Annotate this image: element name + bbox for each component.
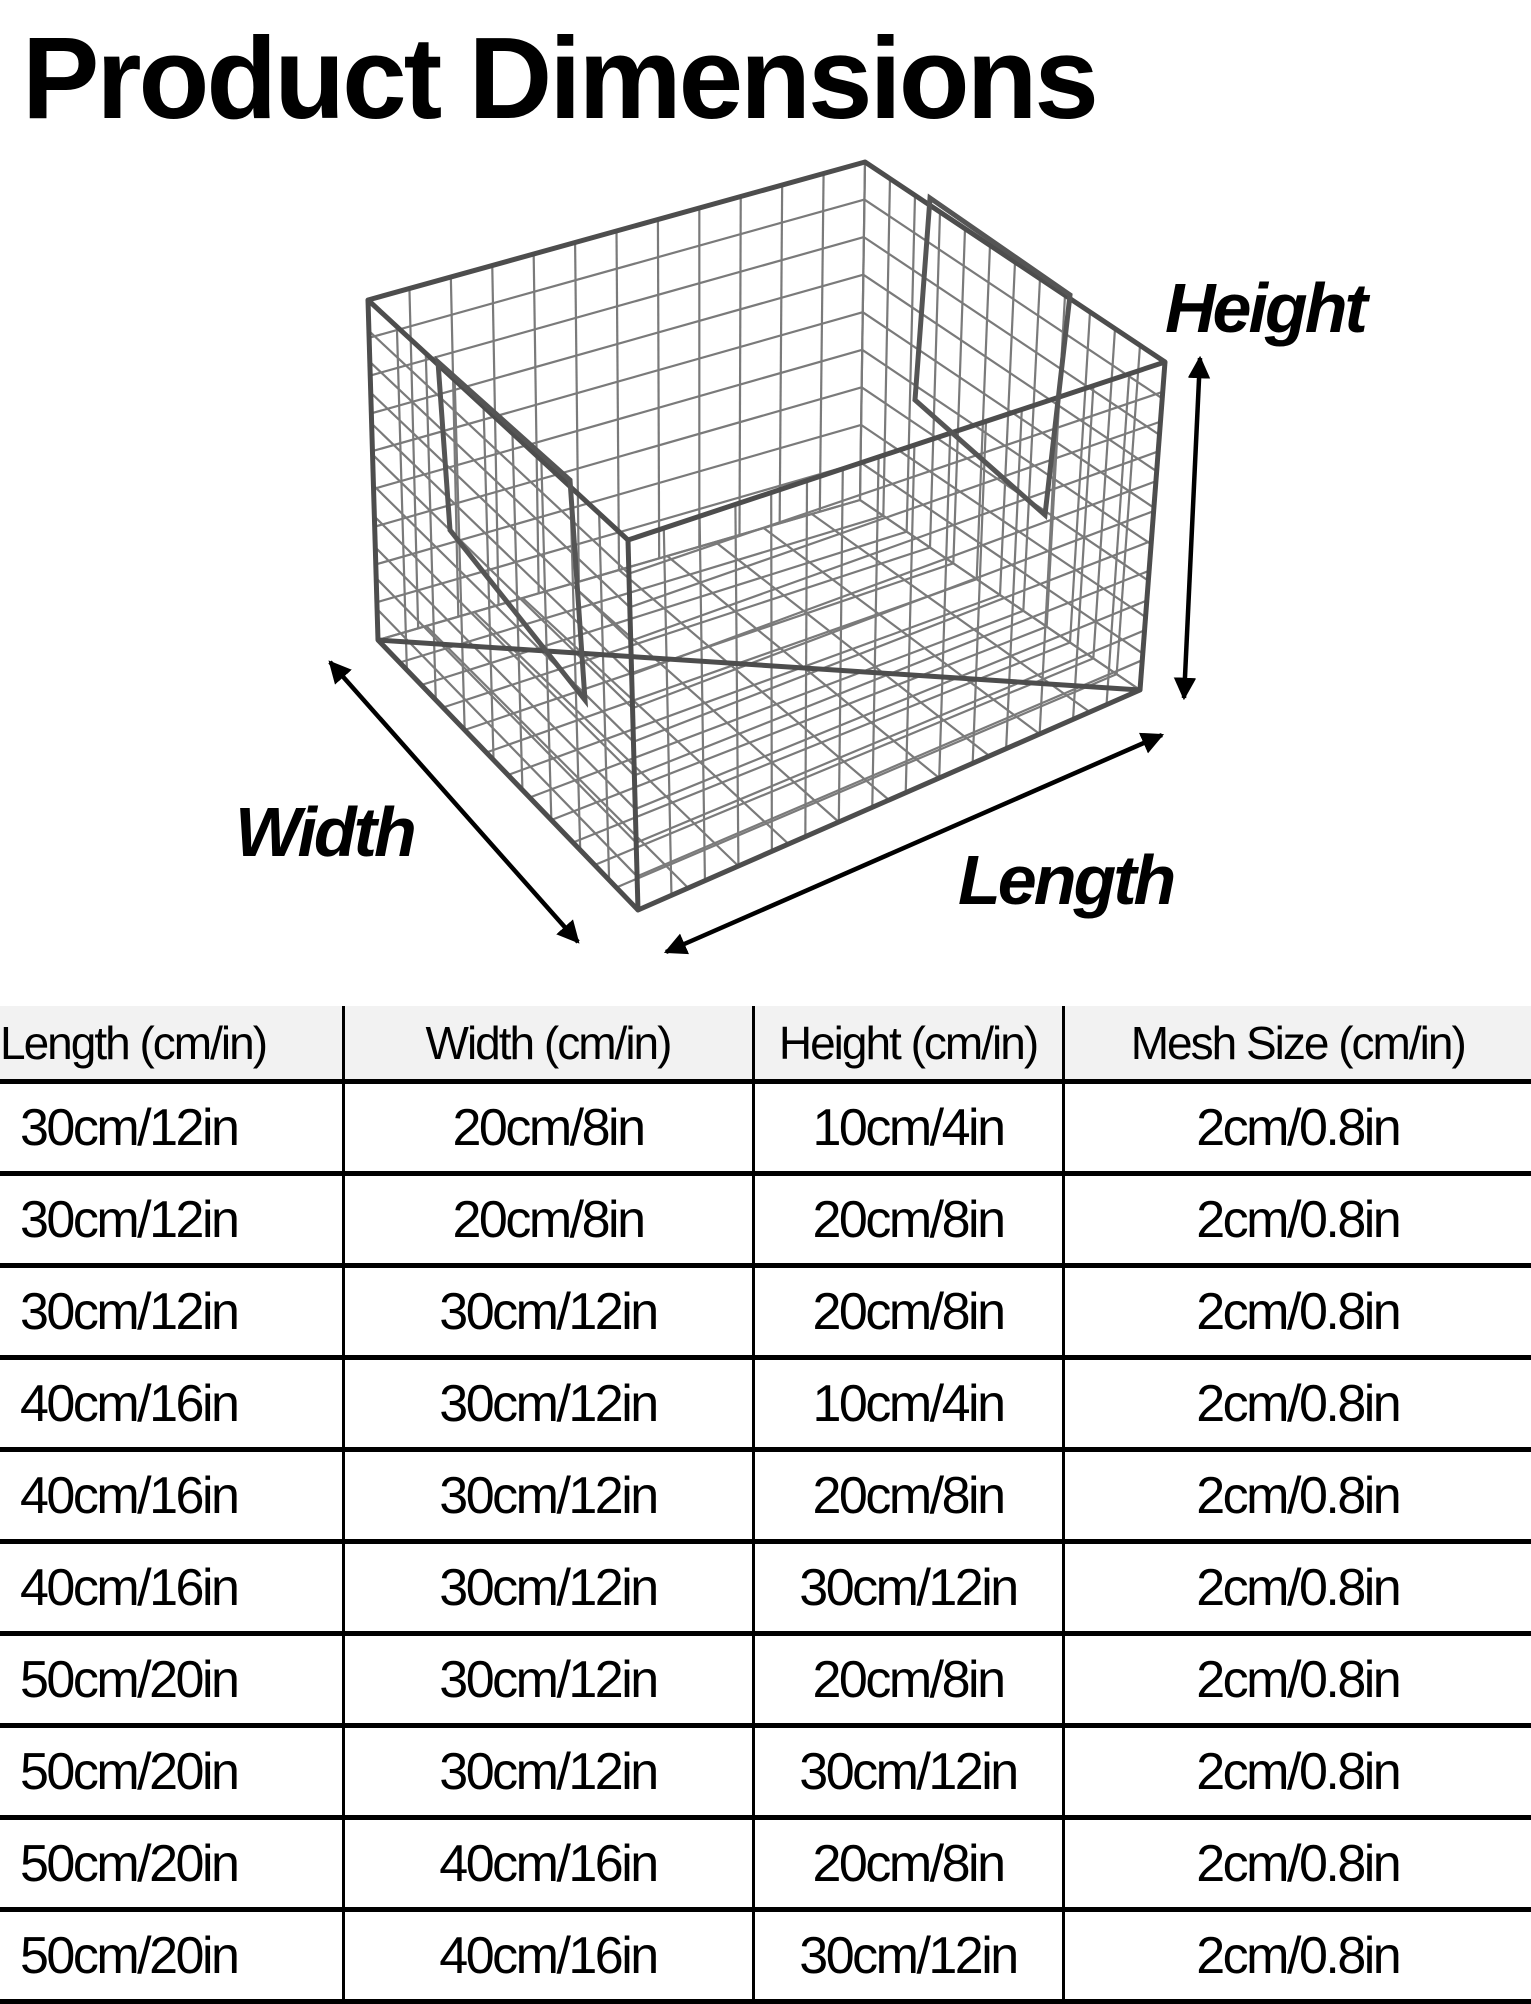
table-row bbox=[0, 1358, 1531, 1450]
cell-mesh-size: 2cm/0.8in bbox=[1063, 1726, 1531, 1818]
height-arrow bbox=[1184, 358, 1200, 698]
cell-height: 10cm/4in bbox=[753, 1358, 1063, 1450]
table-row bbox=[0, 1542, 1531, 1634]
table-row bbox=[0, 1082, 1531, 1174]
cell-length: 50cm/20in bbox=[0, 1726, 343, 1818]
header-width: Width (cm/in) bbox=[343, 1006, 753, 1082]
cell-mesh-size: 2cm/0.8in bbox=[1063, 1174, 1531, 1266]
product-diagram bbox=[0, 140, 1531, 980]
header-length: Length (cm/in) bbox=[0, 1006, 343, 1082]
cell-length: 30cm/12in bbox=[0, 1174, 343, 1266]
cell-width: 30cm/12in bbox=[343, 1634, 753, 1726]
cell-width: 40cm/16in bbox=[343, 1818, 753, 1910]
cell-mesh-size: 2cm/0.8in bbox=[1063, 1634, 1531, 1726]
cell-height: 20cm/8in bbox=[753, 1818, 1063, 1910]
table-row bbox=[0, 1818, 1531, 1910]
basket-top-rim bbox=[368, 162, 1165, 540]
cell-width: 20cm/8in bbox=[343, 1174, 753, 1266]
cell-width: 30cm/12in bbox=[343, 1358, 753, 1450]
cell-length: 40cm/16in bbox=[0, 1450, 343, 1542]
cell-height: 30cm/12in bbox=[753, 1726, 1063, 1818]
cell-mesh-size: 2cm/0.8in bbox=[1063, 1082, 1531, 1174]
cell-mesh-size: 2cm/0.8in bbox=[1063, 1542, 1531, 1634]
header-height: Height (cm/in) bbox=[753, 1006, 1063, 1082]
page-title: Product Dimensions bbox=[22, 13, 1096, 143]
dimensions-table-wrap bbox=[0, 1006, 1531, 2004]
height-label: Height bbox=[1165, 269, 1365, 347]
cell-length: 50cm/20in bbox=[0, 1634, 343, 1726]
cell-height: 20cm/8in bbox=[753, 1266, 1063, 1358]
cell-width: 30cm/12in bbox=[343, 1266, 753, 1358]
cell-height: 10cm/4in bbox=[753, 1082, 1063, 1174]
table-row bbox=[0, 1726, 1531, 1818]
table-row bbox=[0, 1450, 1531, 1542]
cell-height: 20cm/8in bbox=[753, 1634, 1063, 1726]
cell-height: 30cm/12in bbox=[753, 1910, 1063, 2002]
table-header-row bbox=[0, 1006, 1531, 1082]
cell-width: 30cm/12in bbox=[343, 1542, 753, 1634]
cell-mesh-size: 2cm/0.8in bbox=[1063, 1450, 1531, 1542]
cell-length: 30cm/12in bbox=[0, 1266, 343, 1358]
cell-mesh-size: 2cm/0.8in bbox=[1063, 1358, 1531, 1450]
table-row bbox=[0, 1174, 1531, 1266]
table-row bbox=[0, 1910, 1531, 2002]
cell-length: 40cm/16in bbox=[0, 1358, 343, 1450]
cell-length: 40cm/16in bbox=[0, 1542, 343, 1634]
cell-width: 20cm/8in bbox=[343, 1082, 753, 1174]
cell-width: 30cm/12in bbox=[343, 1726, 753, 1818]
table-row bbox=[0, 1634, 1531, 1726]
cell-mesh-size: 2cm/0.8in bbox=[1063, 1910, 1531, 2002]
length-label: Length bbox=[958, 841, 1174, 919]
cell-mesh-size: 2cm/0.8in bbox=[1063, 1818, 1531, 1910]
table-row bbox=[0, 1266, 1531, 1358]
basket-illustration bbox=[0, 140, 1531, 980]
header-mesh-size: Mesh Size (cm/in) bbox=[1063, 1006, 1531, 1082]
cell-height: 20cm/8in bbox=[753, 1450, 1063, 1542]
width-label: Width bbox=[235, 793, 414, 871]
cell-mesh-size: 2cm/0.8in bbox=[1063, 1266, 1531, 1358]
cell-length: 50cm/20in bbox=[0, 1910, 343, 2002]
cell-length: 30cm/12in bbox=[0, 1082, 343, 1174]
cell-length: 50cm/20in bbox=[0, 1818, 343, 1910]
cell-height: 30cm/12in bbox=[753, 1542, 1063, 1634]
dimensions-table bbox=[0, 1006, 1531, 2004]
cell-width: 40cm/16in bbox=[343, 1910, 753, 2002]
cell-width: 30cm/12in bbox=[343, 1450, 753, 1542]
cell-height: 20cm/8in bbox=[753, 1174, 1063, 1266]
